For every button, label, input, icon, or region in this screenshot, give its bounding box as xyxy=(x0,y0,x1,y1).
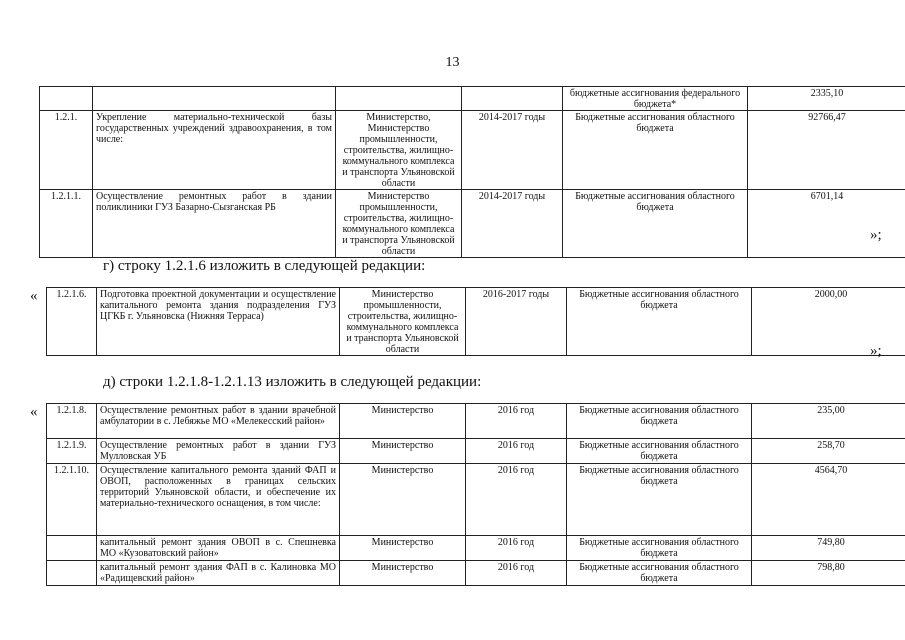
row-executor: Министерство, Министерство промышленности, строительства, жилищно-коммунального комплекса и транспорта Ульяновской области xyxy=(336,111,462,190)
table-continued-rows xyxy=(39,86,905,258)
row-executor: Министерство промышленности, строительства, жилищно-коммунального комплекса и транспорта Ульяновской области xyxy=(340,288,466,356)
row-funding-source: Бюджетные ассигнования областного бюджета xyxy=(567,404,752,439)
row-description: Осуществление ремонтных работ в здании ГУЗ Мулловская УБ xyxy=(97,439,340,464)
opening-quote: « xyxy=(30,404,38,420)
row-funding-source: Бюджетные ассигнования областного бюджета xyxy=(567,439,752,464)
row-description xyxy=(93,87,336,111)
row-number xyxy=(47,536,97,561)
row-term xyxy=(462,87,563,111)
table-row xyxy=(47,288,905,356)
table-row xyxy=(47,404,905,439)
table-row xyxy=(47,464,905,536)
closing-quote: »; xyxy=(870,343,882,359)
row-number: 1.2.1.10. xyxy=(47,464,97,536)
row-number xyxy=(47,561,97,586)
row-executor: Министерство xyxy=(340,561,466,586)
row-description: Осуществление ремонтных работ в здании врачебной амбулатории в с. Лебяжье МО «Мелекесский район» xyxy=(97,404,340,439)
row-funding-source: Бюджетные ассигнования областного бюджета xyxy=(563,190,748,258)
row-funding-source: Бюджетные ассигнования областного бюджета xyxy=(567,536,752,561)
row-amount: 798,80 xyxy=(752,561,905,586)
row-amount: 92766,47 xyxy=(748,111,905,190)
row-amount: 2000,00 xyxy=(752,288,905,356)
row-description: капитальный ремонт здания ФАП в с. Калиновка МО «Радищевский район» xyxy=(97,561,340,586)
row-description: Укрепление материально-технической базы государственных учреждений здравоохранения, в том числе: xyxy=(93,111,336,190)
page-number: 13 xyxy=(445,55,460,70)
row-number: 1.2.1.6. xyxy=(47,288,97,356)
table-row-1-2-1-6 xyxy=(46,287,905,356)
row-amount: 258,70 xyxy=(752,439,905,464)
row-funding-source: бюджетные ассигнования федерального бюджета* xyxy=(563,87,748,111)
row-description: капитальный ремонт здания ОВОП в с. Спешневка МО «Кузоватовский район» xyxy=(97,536,340,561)
row-amount: 749,80 xyxy=(752,536,905,561)
row-term: 2016 год xyxy=(466,439,567,464)
row-amount: 235,00 xyxy=(752,404,905,439)
row-term: 2016 год xyxy=(466,404,567,439)
section-heading-d: д) строки 1.2.1.8-1.2.1.13 изложить в следующей редакции: xyxy=(103,374,482,390)
table-row xyxy=(47,561,905,586)
row-amount: 6701,14 xyxy=(748,190,905,258)
row-description: Осуществление капитального ремонта зданий ФАП и ОВОП, расположенных в границах сельских территорий Ульяновской области, и обеспечение их материально-технического оснащения, в том числе: xyxy=(97,464,340,536)
row-executor: Министерство xyxy=(340,439,466,464)
row-term: 2016 год xyxy=(466,464,567,536)
row-executor: Министерство промышленности, строительства, жилищно-коммунального комплекса и транспорта Ульяновской области xyxy=(336,190,462,258)
row-number xyxy=(40,87,93,111)
row-number: 1.2.1.1. xyxy=(40,190,93,258)
row-description: Подготовка проектной документации и осуществление капитального ремонта здания подразделения ГУЗ ЦГКБ г. Ульяновска (Нижняя Терраса) xyxy=(97,288,340,356)
row-number: 1.2.1.9. xyxy=(47,439,97,464)
row-term: 2014-2017 годы xyxy=(462,111,563,190)
table-row xyxy=(40,87,905,111)
row-amount: 2335,10 xyxy=(748,87,905,111)
row-funding-source: Бюджетные ассигнования областного бюджета xyxy=(567,288,752,356)
table-rows-1-2-1-8-to-13 xyxy=(46,403,905,586)
row-description: Осуществление ремонтных работ в здании поликлиники ГУЗ Базарно-Сызганская РБ xyxy=(93,190,336,258)
table-row xyxy=(40,190,905,258)
closing-quote: »; xyxy=(870,227,882,243)
row-executor xyxy=(336,87,462,111)
row-term: 2016-2017 годы xyxy=(466,288,567,356)
section-heading-g: г) строку 1.2.1.6 изложить в следующей редакции: xyxy=(103,258,426,274)
row-amount: 4564,70 xyxy=(752,464,905,536)
row-funding-source: Бюджетные ассигнования областного бюджета xyxy=(567,561,752,586)
row-number: 1.2.1. xyxy=(40,111,93,190)
table-row xyxy=(40,111,905,190)
opening-quote: « xyxy=(30,288,38,304)
row-term: 2016 год xyxy=(466,561,567,586)
row-funding-source: Бюджетные ассигнования областного бюджета xyxy=(567,464,752,536)
row-executor: Министерство xyxy=(340,464,466,536)
row-term: 2014-2017 годы xyxy=(462,190,563,258)
table-row xyxy=(47,439,905,464)
row-executor: Министерство xyxy=(340,404,466,439)
row-term: 2016 год xyxy=(466,536,567,561)
row-executor: Министерство xyxy=(340,536,466,561)
row-funding-source: Бюджетные ассигнования областного бюджета xyxy=(563,111,748,190)
row-number: 1.2.1.8. xyxy=(47,404,97,439)
table-row xyxy=(47,536,905,561)
